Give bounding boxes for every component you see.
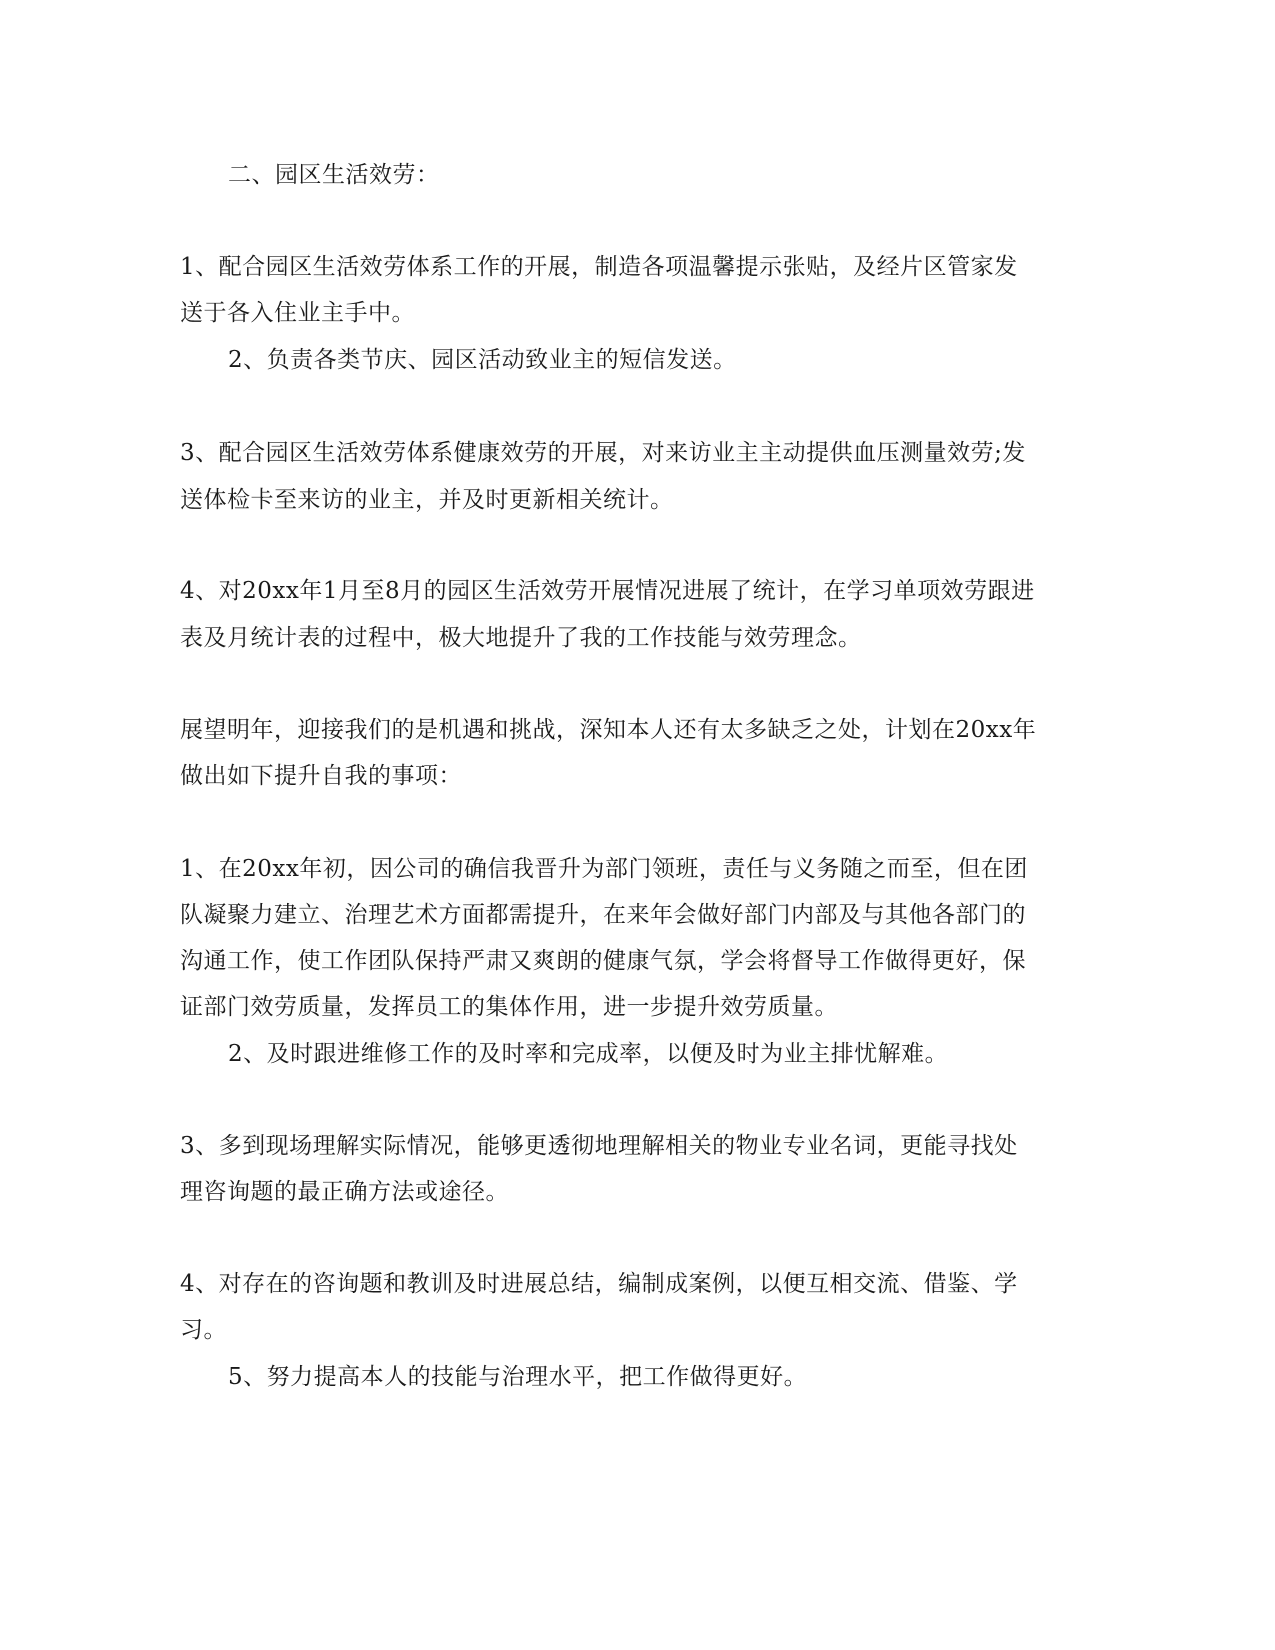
paragraph-line: 1、配合园区生活效劳体系工作的开展，制造各项温馨提示张贴，及经片区管家发	[180, 254, 1018, 280]
paragraph-line: 4、对存在的咨询题和教训及时进展总结，编制成案例，以便互相交流、借鉴、学	[180, 1271, 1018, 1297]
paragraph-line: 3、多到现场理解实际情况，能够更透彻地理解相关的物业专业名词，更能寻找处	[180, 1133, 1018, 1159]
paragraph-line: 3、配合园区生活效劳体系健康效劳的开展，对来访业主主动提供血压测量效劳;发	[180, 440, 1026, 466]
section-heading: 二、园区生活效劳：	[228, 162, 440, 188]
paragraph-line: 习。	[180, 1317, 227, 1343]
paragraph-line: 沟通工作，使工作团队保持严肃又爽朗的健康气氛，学会将督导工作做得更好，保	[180, 948, 1026, 974]
paragraph-line: 做出如下提升自我的事项：	[180, 763, 462, 789]
paragraph-line: 送体检卡至来访的业主，并及时更新相关统计。	[180, 487, 674, 513]
paragraph-line: 2、及时跟进维修工作的及时率和完成率，以便及时为业主排忧解难。	[228, 1041, 949, 1067]
paragraph-line: 1、在20xx年初，因公司的确信我晋升为部门领班，责任与义务随之而至，但在团	[180, 856, 1028, 882]
paragraph-line: 表及月统计表的过程中，极大地提升了我的工作技能与效劳理念。	[180, 625, 862, 651]
paragraph-line: 展望明年，迎接我们的是机遇和挑战，深知本人还有太多缺乏之处，计划在20xx年	[180, 717, 1037, 743]
paragraph-line: 4、对20xx年1月至8月的园区生活效劳开展情况进展了统计，在学习单项效劳跟进	[180, 578, 1035, 604]
paragraph-line: 队凝聚力建立、治理艺术方面都需提升，在来年会做好部门内部及与其他各部门的	[180, 902, 1026, 928]
paragraph-line: 5、努力提高本人的技能与治理水平，把工作做得更好。	[228, 1364, 808, 1390]
paragraph-line: 2、负责各类节庆、园区活动致业主的短信发送。	[228, 347, 737, 373]
paragraph-line: 理咨询题的最正确方法或途径。	[180, 1179, 509, 1205]
paragraph-line: 证部门效劳质量，发挥员工的集体作用，进一步提升效劳质量。	[180, 994, 838, 1020]
paragraph-line: 送于各入住业主手中。	[180, 300, 415, 326]
